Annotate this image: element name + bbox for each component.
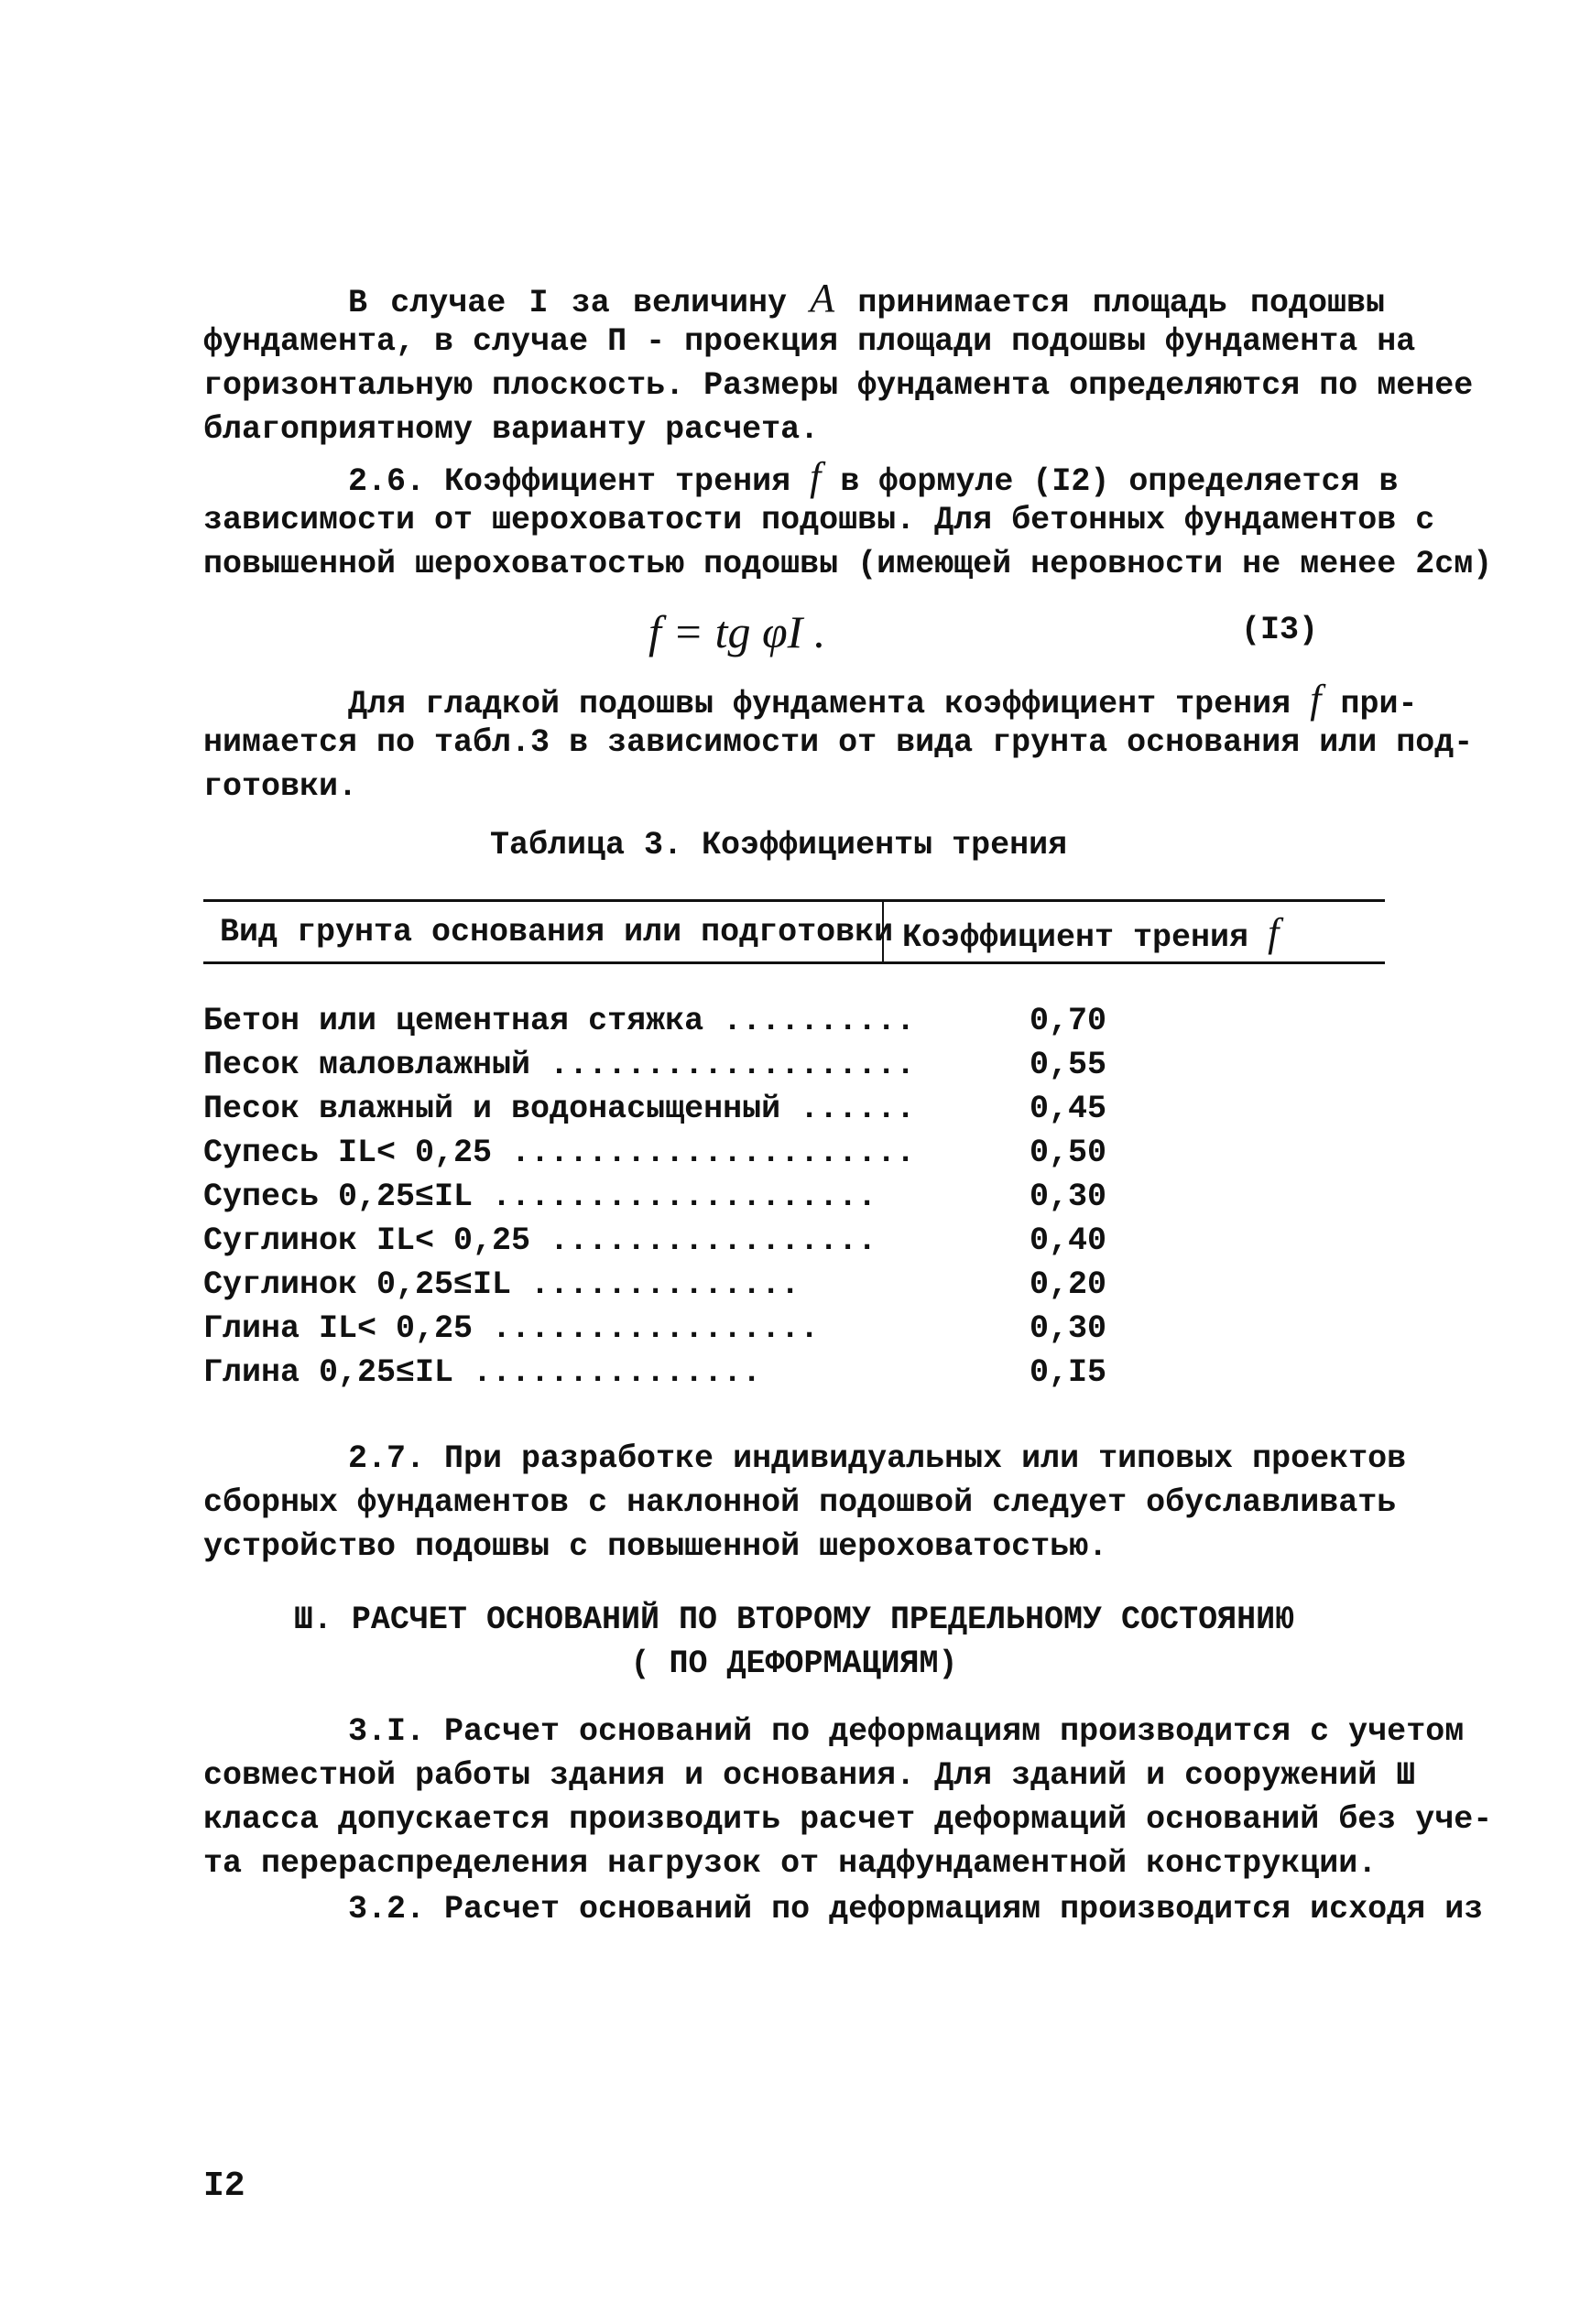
- symbol-f: f: [810, 454, 822, 499]
- p27-line-3: устройство подошвы с повышенной шероховатостью.: [203, 1528, 1108, 1565]
- intro-line-1-end: принимается площадь подошвы: [857, 285, 1385, 321]
- intro-line-1-start: В случае I за величину: [348, 285, 788, 321]
- p31-line-4: та перераспределения нагрузок от надфундаментной конструкции.: [203, 1845, 1378, 1882]
- p31-line-2: совместной работы здания и основания. Для зданий и сооружений Ш: [203, 1757, 1416, 1794]
- table-header-col1: Вид грунта основания или подготовки: [220, 914, 894, 950]
- table-row-name: Бетон или цементная стяжка ..........: [203, 1003, 916, 1039]
- p31-line-3: класса допускается производить расчет деформаций оснований без уче-: [203, 1801, 1493, 1838]
- intro-line-1: [348, 277, 1385, 325]
- table-row-name: Супесь 0,25≤IL ....................: [203, 1178, 877, 1215]
- smooth-line-2: нимается по табл.3 в зависимости от вида грунта основания или под-: [203, 724, 1474, 761]
- symbol-f: f: [1310, 677, 1322, 722]
- p26-line-1-end: в формуле (I2) определяется в: [840, 463, 1399, 500]
- intro-line-4: благоприятному варианту расчета.: [203, 411, 820, 448]
- table-header-rule: [203, 961, 1385, 964]
- table-row-name: Песок влажный и водонасыщенный ......: [203, 1091, 916, 1127]
- table-row-value: 0,50: [1030, 1135, 1107, 1171]
- table-header-col2: [902, 911, 1279, 960]
- table-row-name: Глина 0,25≤IL ...............: [203, 1354, 762, 1391]
- symbol-A: A: [810, 276, 835, 320]
- table-row-value: 0,40: [1030, 1222, 1107, 1259]
- section-subtitle: ( ПО ДЕФОРМАЦИЯМ): [630, 1645, 958, 1682]
- smooth-line-1-end: при-: [1340, 686, 1418, 722]
- table-row-name: Супесь IL< 0,25 .....................: [203, 1135, 916, 1171]
- intro-line-3: горизонтальную плоскость. Размеры фундамента определяются по менее: [203, 367, 1474, 404]
- table-row-value: 0,I5: [1030, 1354, 1107, 1391]
- table-row-name: Суглинок 0,25≤IL ..............: [203, 1266, 801, 1303]
- formula-number: (I3): [1241, 612, 1319, 648]
- p32-line-1: 3.2. Расчет оснований по деформациям производится исходя из: [348, 1891, 1484, 1928]
- table-row-value: 0,45: [1030, 1091, 1107, 1127]
- p27-line-2: сборных фундаментов с наклонной подошвой следует обуславливать: [203, 1484, 1397, 1521]
- formula-13: f = tg φI .: [648, 606, 826, 657]
- p27-line-1: 2.7. При разработке индивидуальных или типовых проектов: [348, 1440, 1407, 1477]
- table-row-value: 0,30: [1030, 1178, 1107, 1215]
- table-row-name: Суглинок IL< 0,25 .................: [203, 1222, 877, 1259]
- p31-line-1: 3.I. Расчет оснований по деформациям производится с учетом: [348, 1713, 1465, 1750]
- smooth-line-1-start: Для гладкой подошвы фундамента коэффициент трения: [348, 686, 1291, 722]
- p26-line-2: зависимости от шероховатости подошвы. Для бетонных фундаментов с: [203, 502, 1435, 538]
- table-row-value: 0,70: [1030, 1003, 1107, 1039]
- section-title: Ш. РАСЧЕТ ОСНОВАНИЙ ПО ВТОРОМУ ПРЕДЕЛЬНОМУ СОСТОЯНИЮ: [293, 1602, 1295, 1638]
- table-header-col2-label: Коэффициент трения: [902, 919, 1249, 956]
- smooth-line-1: [348, 677, 1418, 726]
- table-row-name: Песок маловлажный ...................: [203, 1047, 916, 1083]
- table-row-name: Глина IL< 0,25 .................: [203, 1310, 820, 1347]
- table-caption: Таблица 3. Коэффициенты трения: [490, 827, 1068, 863]
- table-row-value: 0,55: [1030, 1047, 1107, 1083]
- symbol-f: f: [1268, 910, 1280, 955]
- p26-line-1: [348, 454, 1399, 504]
- table-top-rule: [203, 899, 1385, 902]
- page-number: I2: [203, 2167, 245, 2206]
- smooth-line-3: готовки.: [203, 768, 358, 805]
- intro-line-2: фундамента, в случае П - проекция площади подошвы фундамента на: [203, 323, 1416, 360]
- p26-line-3: повышенной шероховатостью подошвы (имеющей неровности не менее 2см): [203, 546, 1493, 582]
- table-row-value: 0,30: [1030, 1310, 1107, 1347]
- p26-line-1-start: 2.6. Коэффициент трения: [348, 463, 791, 500]
- table-row-value: 0,20: [1030, 1266, 1107, 1303]
